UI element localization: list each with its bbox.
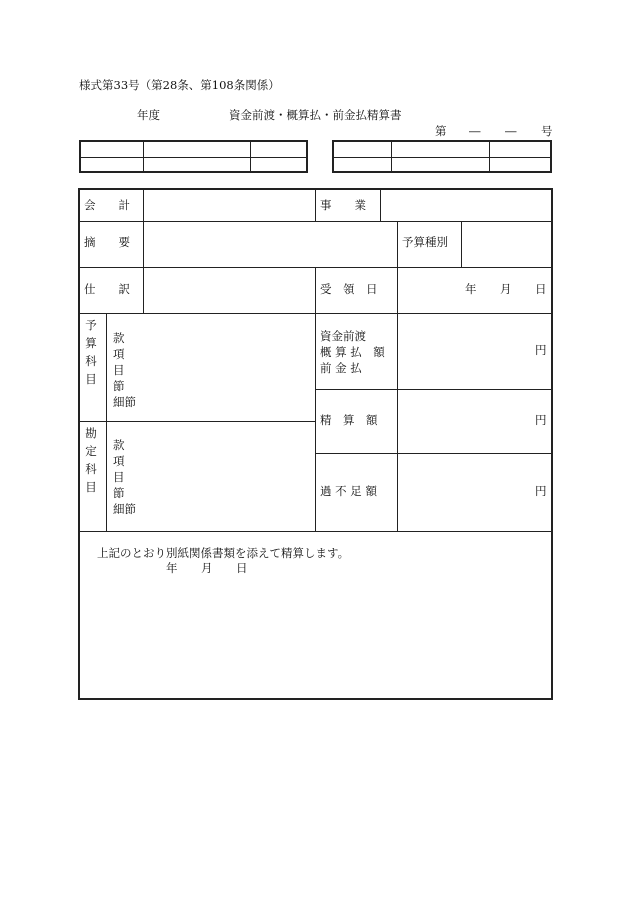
footer-date-year: 年 (166, 561, 178, 575)
label-seisan-gaku: 精 算 額 (320, 413, 378, 427)
doc-number-dash-2: ― (505, 124, 517, 138)
label-advance-types: 資金前渡 概 算 払 額 前 金 払 (320, 329, 385, 375)
footer-date-day: 日 (236, 561, 248, 575)
form-number: 様式第33号（第28条、第108条関係） (79, 78, 280, 92)
footer-date-month: 月 (201, 561, 213, 575)
label-shiwake: 仕 訳 (84, 282, 130, 296)
main-form-table (78, 188, 553, 700)
doc-number-dai: 第 (435, 124, 447, 138)
yen-advance: 円 (535, 343, 547, 357)
header-grid-left (79, 140, 308, 173)
statement-text: 上記のとおり別紙関係書類を添えて精算します。 (97, 546, 350, 560)
doc-number-dash-1: ― (469, 124, 481, 138)
date-year: 年 (465, 282, 477, 296)
document-title: 資金前渡・概算払・前金払精算書 (229, 108, 402, 122)
label-yosan-shubetsu: 予算種別 (402, 235, 448, 249)
header-grid-right (332, 140, 552, 173)
date-month: 月 (500, 282, 512, 296)
yosan-hierarchy-labels: 款 項 目 節 細節 (113, 331, 136, 409)
yen-kafusoku: 円 (535, 484, 547, 498)
date-day: 日 (535, 282, 547, 296)
doc-number-go: 号 (541, 124, 553, 138)
yen-seisan: 円 (535, 413, 547, 427)
label-juryo-bi: 受 領 日 (320, 282, 378, 296)
label-kafusoku-gaku: 過 不 足 額 (320, 484, 377, 498)
label-kaikei: 会 計 (84, 198, 130, 212)
label-kanjo-kamoku: 勘 定 科 目 (85, 426, 97, 494)
fiscal-year-label: 年度 (137, 108, 160, 122)
label-jigyo: 事 業 (320, 198, 366, 212)
kanjo-hierarchy-labels: 款 項 目 節 細節 (113, 438, 136, 516)
label-yosan-kamoku: 予 算 科 目 (85, 318, 97, 386)
label-tekiyo: 摘 要 (84, 235, 130, 249)
